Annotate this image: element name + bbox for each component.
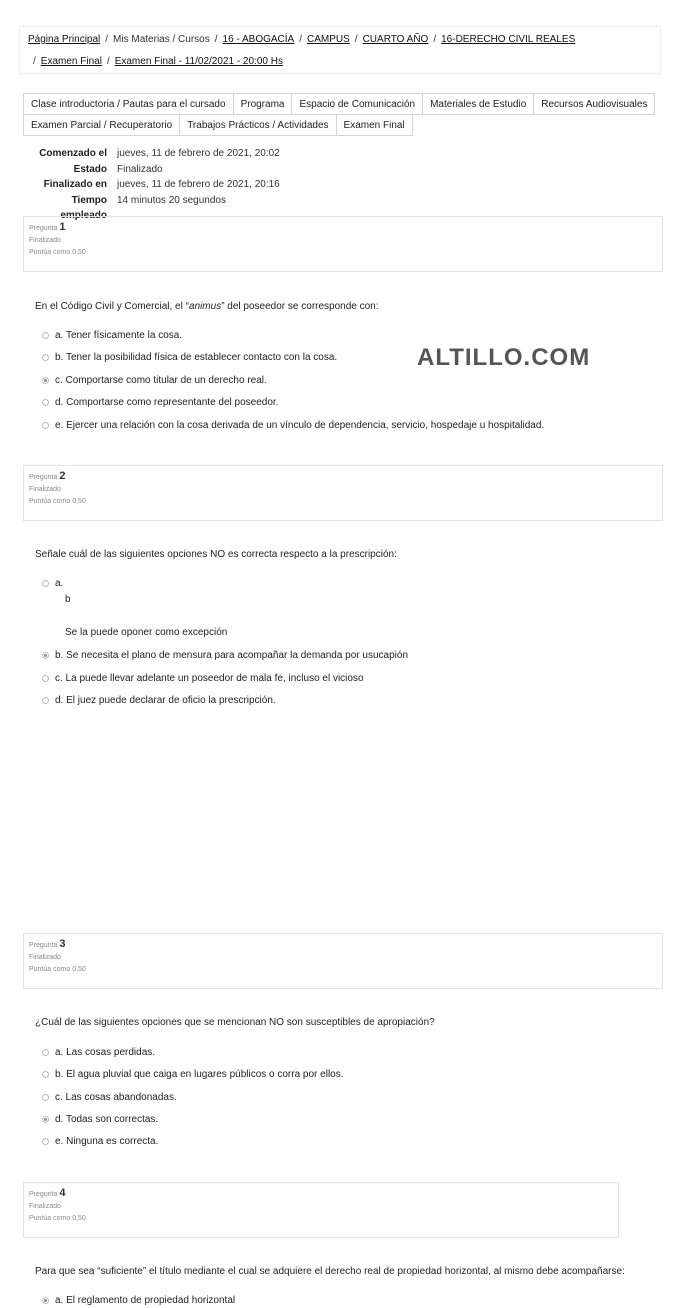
option-label: b. Tener la posibilidad física de establecer contacto con la cosa. bbox=[55, 352, 338, 363]
option-label: e. Ninguna es correcta. bbox=[55, 1136, 159, 1147]
option-label: a. Tener físicamente la cosa. bbox=[55, 330, 183, 341]
question-number: 4 bbox=[59, 1187, 66, 1199]
question-info-1 bbox=[23, 216, 663, 272]
summary-value: 14 minutos 20 segundos bbox=[117, 194, 226, 206]
q3-option-d[interactable] bbox=[42, 1114, 158, 1125]
q1-option-c[interactable] bbox=[42, 375, 267, 386]
radio-button[interactable] bbox=[42, 1049, 49, 1056]
radio-button[interactable] bbox=[42, 332, 49, 339]
question-number: 3 bbox=[59, 938, 66, 950]
question-score: Puntúa como 0,50 bbox=[29, 498, 86, 505]
question-text-4: Para que sea “suficiente” el título mediante el cual se adquiere el derecho real de propiedad horizontal, al mismo debe acompañarse: bbox=[35, 1266, 625, 1277]
tab-espacio-comunicacion[interactable]: Espacio de Comunicación bbox=[291, 93, 423, 115]
tab-examen-final[interactable]: Examen Final bbox=[336, 114, 413, 136]
question-text-part: En el Código Civil y Comercial, el “ bbox=[35, 301, 189, 312]
q3-option-e[interactable] bbox=[42, 1136, 158, 1147]
question-score: Puntúa como 0,50 bbox=[29, 966, 86, 973]
radio-button[interactable] bbox=[42, 697, 49, 704]
q4-option-a[interactable] bbox=[42, 1295, 235, 1306]
breadcrumb-career-link[interactable]: 16 - ABOGACÍA bbox=[222, 34, 295, 45]
question-state: Finalizado bbox=[29, 1203, 61, 1210]
q2-option-a[interactable] bbox=[42, 578, 63, 589]
option-label: b. El agua pluvial que caiga en lugares públicos o corra por ellos. bbox=[55, 1069, 344, 1080]
option-label: b. Se necesita el plano de mensura para acompañar la demanda por usucapión bbox=[55, 650, 409, 661]
question-number: 2 bbox=[59, 470, 66, 482]
q2-option-d[interactable] bbox=[42, 695, 276, 706]
question-info-4 bbox=[23, 1182, 619, 1238]
breadcrumb-home-link[interactable]: Página Principal bbox=[28, 34, 101, 45]
question-score: Puntúa como 0,50 bbox=[29, 1215, 86, 1222]
radio-button[interactable] bbox=[42, 1138, 49, 1145]
q1-option-a[interactable] bbox=[42, 330, 182, 341]
question-label: Pregunta bbox=[29, 474, 58, 481]
tab-trabajos-practicos[interactable]: Trabajos Prácticos / Actividades bbox=[179, 114, 336, 136]
option-label: c. Las cosas abandonadas. bbox=[55, 1092, 177, 1103]
breadcrumb-separator: / bbox=[106, 56, 110, 67]
q2-option-c[interactable] bbox=[42, 673, 364, 684]
q1-option-e[interactable] bbox=[42, 420, 544, 431]
breadcrumb-subject-link[interactable]: 16-DERECHO CIVIL REALES bbox=[441, 34, 576, 45]
radio-button-checked[interactable] bbox=[42, 1297, 49, 1304]
breadcrumb-separator: / bbox=[433, 34, 437, 45]
question-state: Finalizado bbox=[29, 954, 61, 961]
breadcrumb-separator: / bbox=[214, 34, 218, 45]
watermark: ALTILLO.COM bbox=[417, 344, 591, 371]
q2-option-a-text: Se la puede oponer como excepción bbox=[65, 627, 228, 638]
q2-option-a-extra: b bbox=[65, 594, 71, 605]
option-label: d. Comportarse como representante del poseedor. bbox=[55, 397, 279, 408]
radio-button[interactable] bbox=[42, 1094, 49, 1101]
q3-option-b[interactable] bbox=[42, 1069, 344, 1080]
tab-materiales-estudio[interactable]: Materiales de Estudio bbox=[422, 93, 534, 115]
question-score: Puntúa como 0,50 bbox=[29, 249, 86, 256]
breadcrumb-separator: / bbox=[354, 34, 358, 45]
question-state: Finalizado bbox=[29, 486, 61, 493]
q3-option-c[interactable] bbox=[42, 1092, 177, 1103]
breadcrumb-campus-link[interactable]: CAMPUS bbox=[307, 34, 350, 45]
q2-option-b[interactable] bbox=[42, 650, 408, 661]
breadcrumb-separator: / bbox=[105, 34, 109, 45]
question-number: 1 bbox=[59, 221, 66, 233]
radio-button[interactable] bbox=[42, 1071, 49, 1078]
option-label: c. La puede llevar adelante un poseedor de mala fe, incluso el vicioso bbox=[55, 673, 364, 684]
q1-option-b[interactable] bbox=[42, 352, 337, 363]
breadcrumb-separator: / bbox=[299, 34, 302, 45]
summary-value: jueves, 11 de febrero de 2021, 20:16 bbox=[117, 179, 280, 190]
question-text-part: ” del poseedor se corresponde con: bbox=[221, 301, 379, 312]
option-label: e. Ejercer una relación con la cosa derivada de un vínculo de dependencia, servicio, hospedaje u hospitalidad. bbox=[55, 420, 545, 431]
question-text-emphasis: animus bbox=[188, 301, 222, 312]
question-state: Finalizado bbox=[29, 237, 61, 244]
breadcrumb-exam-link[interactable]: Examen Final bbox=[40, 56, 102, 67]
radio-button-checked[interactable] bbox=[42, 652, 49, 659]
summary-row-finished bbox=[28, 177, 280, 193]
question-label: Pregunta bbox=[29, 942, 58, 949]
summary-label: Finalizado en bbox=[43, 179, 107, 190]
tab-examen-parcial[interactable]: Examen Parcial / Recuperatorio bbox=[23, 114, 180, 136]
radio-button-checked[interactable] bbox=[42, 1116, 49, 1123]
summary-label: Comenzado el bbox=[39, 148, 107, 159]
option-label: a. El reglamento de propiedad horizontal bbox=[55, 1295, 236, 1306]
option-label: d. Todas son correctas. bbox=[55, 1114, 159, 1125]
radio-button[interactable] bbox=[42, 580, 49, 587]
summary-row-state bbox=[28, 162, 280, 178]
question-info-2 bbox=[23, 465, 663, 521]
radio-button-checked[interactable] bbox=[42, 377, 49, 384]
tab-programa[interactable]: Programa bbox=[233, 93, 293, 115]
tab-clase-introductoria[interactable]: Clase introductoria / Pautas para el cursado bbox=[23, 93, 234, 115]
breadcrumb-year-link[interactable]: CUARTO AÑO bbox=[362, 34, 429, 45]
question-text-1 bbox=[35, 301, 379, 312]
attempt-summary bbox=[28, 146, 280, 224]
q1-option-d[interactable] bbox=[42, 397, 278, 408]
radio-button[interactable] bbox=[42, 399, 49, 406]
question-text-3: ¿Cuál de las siguientes opciones que se mencionan NO son susceptibles de apropiación? bbox=[35, 1017, 435, 1028]
option-label: a. Las cosas perdidas. bbox=[55, 1047, 156, 1058]
q3-option-a[interactable] bbox=[42, 1047, 155, 1058]
radio-button[interactable] bbox=[42, 675, 49, 682]
tab-recursos-audiovisuales[interactable]: Recursos Audiovisuales bbox=[533, 93, 655, 115]
breadcrumb-separator: / bbox=[33, 56, 36, 67]
summary-label: Tiempo empleado bbox=[60, 194, 107, 221]
summary-label: Estado bbox=[73, 163, 107, 175]
option-label: a. bbox=[55, 578, 64, 589]
option-label: c. Comportarse como titular de un derecho real. bbox=[55, 375, 267, 386]
radio-button[interactable] bbox=[42, 422, 49, 429]
breadcrumb-attempt-link[interactable]: Examen Final - 11/02/2021 - 20:00 Hs bbox=[114, 56, 283, 67]
summary-value: Finalizado bbox=[117, 163, 163, 175]
option-label: d. El juez puede declarar de oficio la prescripción. bbox=[55, 695, 276, 706]
question-label: Pregunta bbox=[29, 225, 58, 232]
question-info-3 bbox=[23, 933, 663, 989]
breadcrumb-courses: Mis Materias / Cursos bbox=[113, 34, 210, 45]
question-label: Pregunta bbox=[29, 1191, 58, 1198]
summary-value: jueves, 11 de febrero de 2021, 20:02 bbox=[117, 148, 280, 159]
summary-row-started bbox=[28, 146, 280, 162]
breadcrumb bbox=[19, 26, 661, 74]
radio-button[interactable] bbox=[42, 354, 49, 361]
question-text-2: Señale cuál de las siguientes opciones NO es correcta respecto a la prescripción: bbox=[35, 549, 397, 560]
section-tabs bbox=[23, 93, 663, 135]
